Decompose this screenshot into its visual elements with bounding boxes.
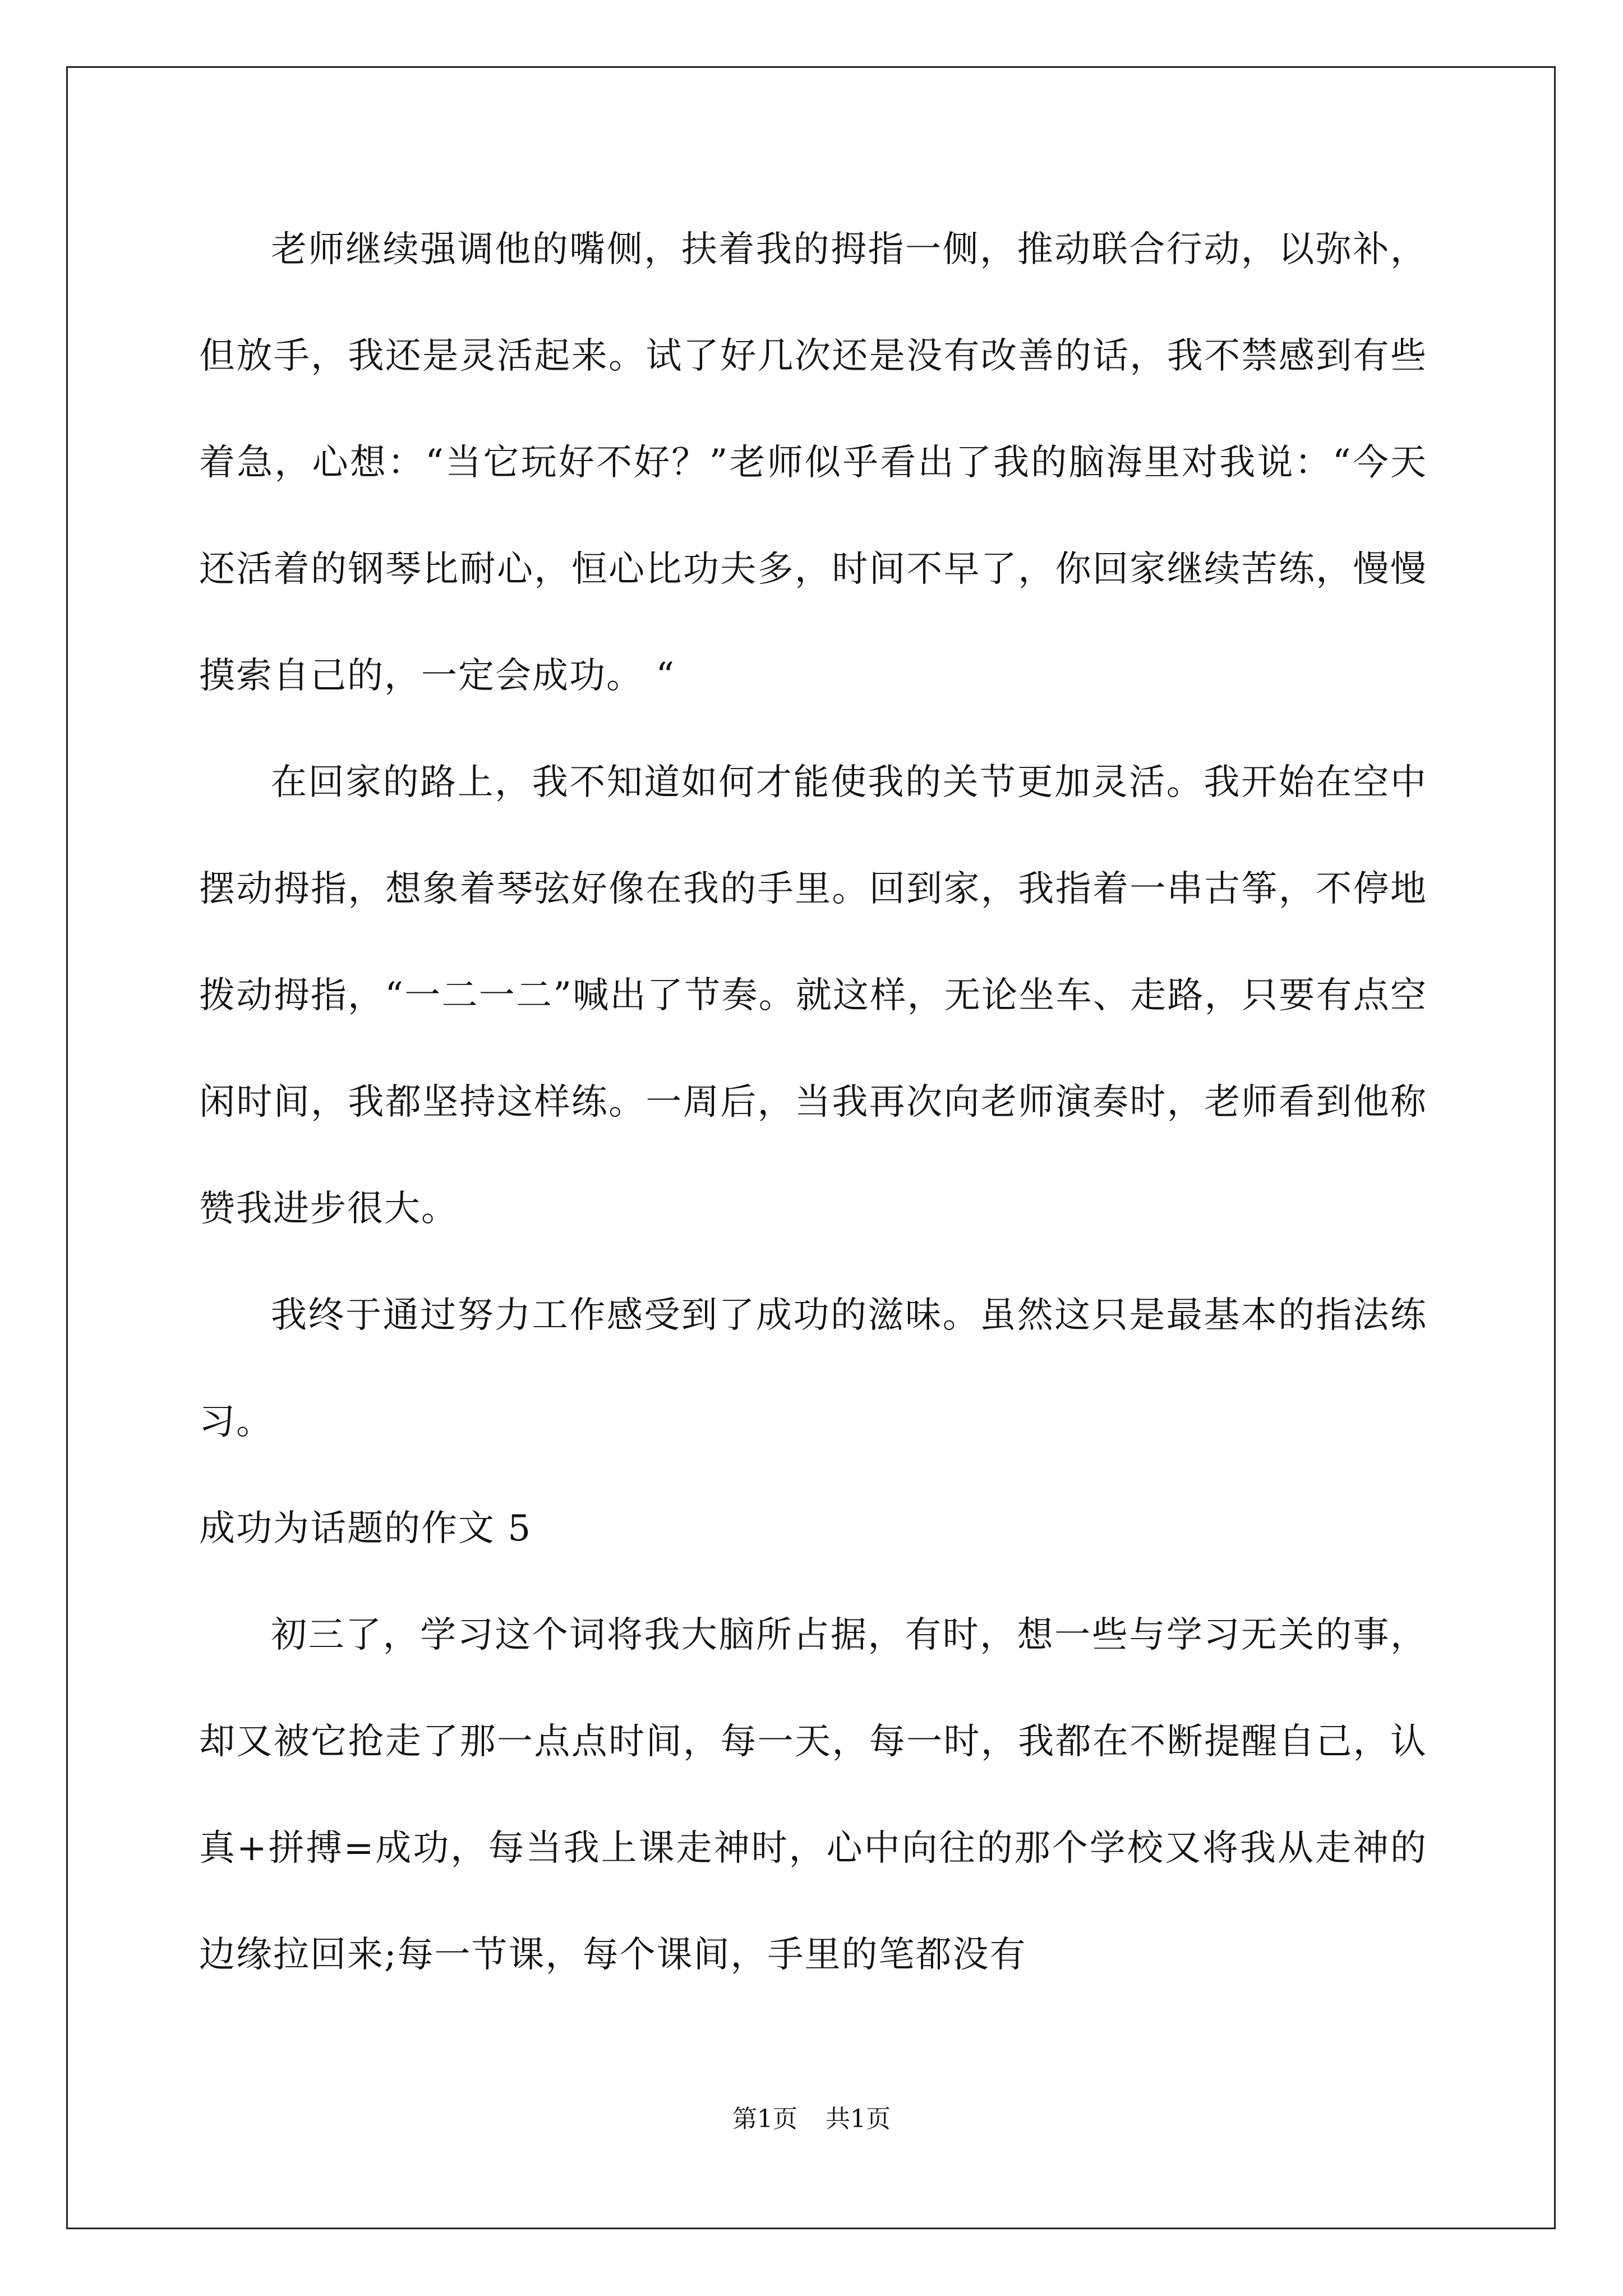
section-title: 成功为话题的作文 5 — [199, 1508, 532, 1549]
total-pages: 共1页 — [826, 2105, 891, 2133]
paragraph-1: 老师继续强调他的嘴侧，扶着我的拇指一侧，推动联合行动，以弥补，但放手，我还是灵活起来。试了好几次还是没有改善的话，我不禁感到有些着急，心想：“当它玩好不好？”老师似乎看出了我的脑海里对我说：“今天还活着的钢琴比耐心，恒心比功夫多，时间不早了，你回家继续苦练，慢慢摸索自己的，一定会成功。 “ — [199, 229, 1427, 697]
section-paragraph-1: 初三了，学习这个词将我大脑所占据，有时，想一些与学习无关的事，却又被它抢走了那一点点时间，每一天，每一时，我都在不断提醒自己，认真+拼搏=成功，每当我上课走神时，心中向往的那个学校又将我从走神的边缘拉回来;每一节课，每个课间，手里的笔都没有 — [199, 1614, 1427, 1976]
paragraph-2: 在回家的路上，我不知道如何才能使我的关节更加灵活。我开始在空中摆动拇指，想象着琴弦好像在我的手里。回到家，我指着一串古筝，不停地拨动拇指，“一二一二”喊出了节奏。就这样，无论坐车、走路，只要有点空闲时间，我都坚持这样练。一周后，当我再次向老师演奏时，老师看到他称赞我进步很大。 — [199, 762, 1427, 1230]
paragraph-3: 我终于通过努力工作感受到了成功的滋味。虽然这只是最基本的指法练习。 — [199, 1295, 1427, 1443]
page-number: 第1页 — [732, 2105, 797, 2133]
page-footer — [0, 2102, 1623, 2136]
document-body — [199, 196, 1427, 2008]
